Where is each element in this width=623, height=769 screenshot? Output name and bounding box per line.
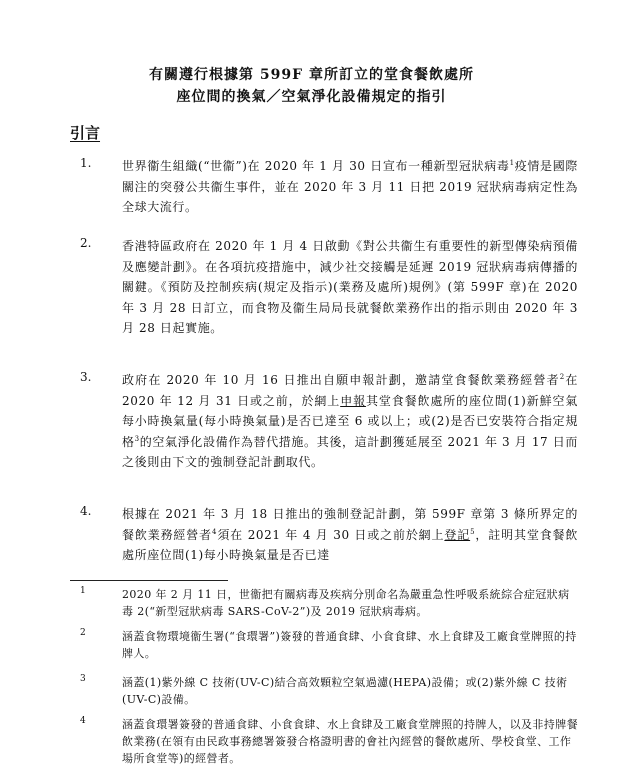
footnote-number: 2: [80, 628, 86, 638]
paragraph-number: 4.: [80, 504, 92, 518]
paragraph-number: 3.: [80, 370, 92, 384]
paragraph-4: 根據在 2021 年 3 月 18 日推出的強制登記計劃，第 599F 章第 3 條所界定的餐飲業務經營者$^4$須在 2021 年 4 月 30 日或之前於網上登記$^5$，註明其堂食餐飲處所座位間(1)每小時換氣量是否已達: [122, 507, 579, 562]
footnote-ref[interactable]: 3: [134, 434, 140, 443]
paragraph-2: 香港特區政府在 2020 年 1 月 4 日啟動《對公共衞生有重要性的新型傳染病預備及應變計劃》。在各項抗疫措施中，減少社交接觸是延遲 2019 冠狀病毒病傳播的關鍵。《預防及控制疾病(規定及指示)(業務及處所)規例》(第 599F 章)在 2020 年 3 月 28 日訂立，而食物及衞生局局長就餐飲業務作出的指示則由 2020 年 3 月 28 日起實施。: [122, 239, 578, 335]
footnote-number: 4: [80, 716, 86, 726]
footnote-1: 2020 年 2 月 11 日，世衞把有關病毒及疾病分別命名為嚴重急性呼吸系統綜合症冠狀病毒 2(“新型冠狀病毒 SARS-CoV-2”)及 2019 冠狀病毒病。: [122, 588, 570, 618]
footnote-ref[interactable]: 5: [470, 527, 476, 536]
document-title-line-1: 有關遵行根據第 599F 章所訂立的堂食餐飲處所: [149, 67, 474, 83]
paragraph-number: 2.: [80, 236, 92, 250]
paragraph-1: 世界衞生組織(“世衞”)在 2020 年 1 月 30 日宣布一種新型冠狀病毒$^1$疫情是國際關注的突發公共衞生事件，並在 2020 年 3 月 11 日把 2019 冠狀病毒病定性為全球大流行。: [122, 159, 578, 214]
footnote-3: 涵蓋(1)紫外線 C 技術(UV-C)結合高效顆粒空氣過濾(HEPA)設備；或(2)紫外線 C 技術(UV-C)設備。: [122, 676, 568, 706]
registration-link[interactable]: 登記: [444, 527, 471, 542]
footnote-divider: [70, 580, 228, 581]
footnote-ref[interactable]: 2: [559, 373, 565, 381]
paragraph-3: 政府在 2020 年 10 月 16 日推出自願申報計劃，邀請堂食餐飲業務經營者$^2$在 2020 年 12 月 31 日或之前，於網上申報其堂食餐飲處所的座位間(1)新鮮空氣每小時換氣量(每小時換氣量)是否已達至 6 或以上；或(2)是否已安裝符合指定規格$^3$的空氣淨化設備作為替代措施。其後，這計劃獲延展至 2021 年 3 月 17 日而之後則由下文的強制登記計劃取代。: [122, 373, 579, 469]
footnote-4: 涵蓋食環署簽發的普通食肆、小食食肆、水上食肆及工廠食堂牌照的持牌人，以及非持牌餐飲業務(在領有由民政事務總署簽發合格證明書的會社內經營的餐飲處所、學校食堂、工作場所食堂等)的經營者。: [122, 718, 578, 765]
declaration-link[interactable]: 申報: [340, 393, 366, 408]
footnote-2: 涵蓋食物環境衞生署(“食環署”)簽發的普通食肆、小食食肆、水上食肆及工廠食堂牌照的持牌人。: [122, 630, 577, 660]
footnote-number: 3: [80, 674, 86, 684]
footnote-number: 1: [80, 586, 86, 596]
footnote-ref[interactable]: 1: [509, 159, 515, 167]
section-heading: 引言: [70, 124, 101, 142]
paragraph-number: 1.: [80, 156, 92, 170]
footnote-ref[interactable]: 4: [212, 527, 218, 536]
document-title-line-2: 座位間的換氣／空氣淨化設備規定的指引: [176, 89, 447, 105]
